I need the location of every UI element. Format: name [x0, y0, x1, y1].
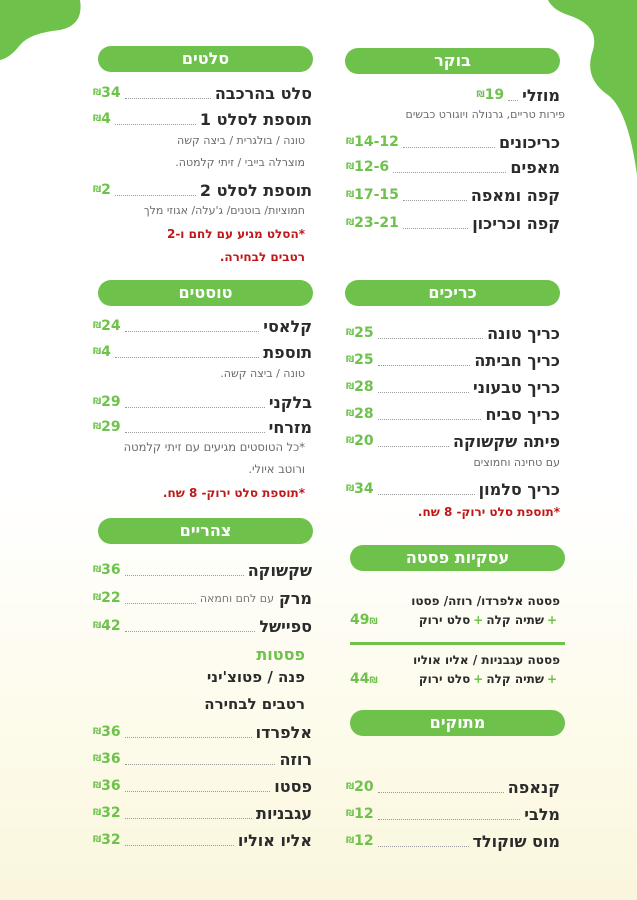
- item-name: תוספת לסלט 2: [199, 180, 312, 200]
- item-name: אליו אוליו: [237, 830, 312, 850]
- dot-leader: [125, 834, 234, 846]
- dot-leader: [378, 781, 504, 793]
- item-name: רוזה: [279, 749, 312, 769]
- item-name: קפה וכריכון: [472, 213, 560, 233]
- dot-leader: [125, 807, 252, 819]
- pasta-deals-header: עסקיות פסטה: [350, 545, 565, 571]
- menu-item-pastries: [345, 155, 560, 179]
- menu-item-vegan-sandwich: [345, 375, 560, 399]
- menu-item-aglio-olio: [92, 828, 312, 852]
- dot-leader: [125, 564, 244, 576]
- dot-leader: [393, 161, 506, 173]
- toast-addon-description: טונה / ביצה קשה.: [220, 367, 305, 380]
- dot-leader: [378, 327, 484, 339]
- item-price: 14-12 ₪: [346, 134, 399, 150]
- sandwiches-header: כריכים: [345, 280, 560, 306]
- muesli-description: פירות טריים, גרנולה ויוגורט כבשים: [405, 108, 565, 121]
- item-price: 12 ₪: [346, 806, 374, 822]
- toasts-header: טוסטים: [98, 280, 313, 306]
- pasta-deal-2-price: 44₪: [350, 671, 378, 687]
- dot-leader: [378, 808, 521, 820]
- menu-item-coffee-mini-sandwich: [345, 211, 560, 235]
- item-name: כריכונים: [498, 132, 560, 152]
- menu-item-pesto: [92, 774, 312, 798]
- item-price: 34 ₪: [93, 85, 121, 101]
- item-name: כריך חביתה: [474, 350, 560, 370]
- item-price: 36 ₪: [93, 724, 121, 740]
- menu-item-omelette-sandwich: [345, 348, 560, 372]
- item-name: סלט בהרכבה: [214, 83, 312, 103]
- item-price: 32 ₪: [93, 805, 121, 821]
- pasta-types: פנה / פטוצ'יני: [206, 668, 305, 686]
- dot-leader: [378, 354, 471, 366]
- salad-addon-1-description-2: מוצרלה בייבי / זיתי קלמטה.: [175, 156, 305, 169]
- dot-leader: [378, 408, 482, 420]
- dot-leader: [125, 753, 276, 765]
- item-name: פיתה שקשוקה: [452, 431, 560, 451]
- item-price: 28 ₪: [346, 406, 374, 422]
- top-left-blob: [0, 0, 85, 60]
- item-price: 12 ₪: [346, 833, 374, 849]
- menu-item-soup: [92, 586, 312, 610]
- menu-item-shakshuka-pita: [345, 429, 560, 453]
- toast-olives-note: *כל הטוסטים מגיעים עם זיתי קלמטה: [123, 440, 305, 454]
- menu-item-shakshuka: [92, 558, 312, 582]
- toast-salad-note: *תוספת סלט ירוק- 8 שח.: [162, 486, 305, 500]
- item-name: מלבי: [524, 804, 560, 824]
- menu-item-sabich-sandwich: [345, 402, 560, 426]
- lunch-header: צהריים: [98, 518, 313, 544]
- menu-item-classic-toast: [92, 314, 312, 338]
- salads-header: סלטים: [98, 46, 313, 72]
- section-divider: [350, 642, 565, 645]
- item-name: שקשוקה: [247, 560, 312, 580]
- pasta-deal-1-title: פסטה אלפרדו/ רוזה/ פסטו: [411, 594, 560, 608]
- menu-item-custom-salad: [92, 81, 312, 105]
- item-name: מוס שוקולד: [472, 831, 560, 851]
- toast-olives-note-2: ורוטב איולי.: [248, 462, 305, 476]
- breakfast-header: בוקר: [345, 48, 560, 74]
- dot-leader: [125, 320, 260, 332]
- item-price: 12-6 ₪: [346, 159, 390, 175]
- plus-icon: +: [473, 672, 484, 686]
- item-name: קנאפה: [507, 777, 560, 797]
- salad-addon-1-description: טונה / בולגרית / ביצה קשה: [177, 134, 305, 147]
- item-name: מוזלי: [522, 85, 560, 105]
- menu-item-tuna-sandwich: [345, 321, 560, 345]
- item-name: כריך טבעוני: [473, 377, 560, 397]
- salad-bread-note-2: רטבים לבחירה.: [219, 250, 305, 264]
- pasta-deal-2-title: פסטה עגבניות / אליו אוליו: [413, 653, 560, 667]
- item-name: עגבניות: [256, 803, 312, 823]
- item-price: 34 ₪: [346, 481, 374, 497]
- menu-item-rosa: [92, 747, 312, 771]
- item-price: 28 ₪: [346, 379, 374, 395]
- item-price: 29 ₪: [93, 419, 121, 435]
- item-price: 4 ₪: [93, 344, 111, 360]
- dot-leader: [378, 835, 469, 847]
- menu-item-balkan-toast: [92, 390, 312, 414]
- item-price: 19 ₪: [476, 87, 505, 103]
- menu-item-tomatoes: [92, 801, 312, 825]
- menu-item-toast-addon: [92, 340, 312, 364]
- item-name: בלקני: [268, 392, 312, 412]
- item-price: 17-15 ₪: [346, 187, 399, 203]
- pasta-deal-2-extras: +שתיה קלה+סלט ירוק: [418, 672, 557, 686]
- menu-item-salad-addon-1: [92, 107, 312, 131]
- dot-leader: [115, 113, 196, 125]
- shakshuka-pita-description: עם טחינה וחמוצים: [473, 456, 560, 469]
- item-name: כריך סביח: [485, 404, 560, 424]
- dot-leader: [125, 396, 265, 408]
- item-name: כריך סלמון: [478, 479, 560, 499]
- item-name: קלאסי: [263, 316, 312, 336]
- item-price: 20 ₪: [346, 433, 374, 449]
- plus-icon: +: [546, 672, 557, 686]
- top-right-blob: [548, 0, 637, 175]
- item-name: קפה ומאפה: [470, 185, 560, 205]
- dot-leader: [125, 620, 256, 632]
- menu-item-salad-addon-2: [92, 178, 312, 202]
- menu-item-mini-sandwiches: [345, 130, 560, 154]
- desserts-header: מתוקים: [350, 710, 565, 736]
- dot-leader: [403, 189, 467, 201]
- menu-item-oriental-toast: [92, 415, 312, 439]
- pasta-deal-1-price: 49₪: [350, 612, 378, 628]
- dot-leader: [125, 592, 196, 604]
- dot-leader: [403, 217, 468, 229]
- item-price: 20 ₪: [346, 779, 374, 795]
- dot-leader: [125, 726, 252, 738]
- item-price: 36 ₪: [93, 778, 121, 794]
- dot-leader: [378, 381, 469, 393]
- dot-leader: [378, 435, 449, 447]
- item-name: תוספת לסלט 1: [199, 109, 312, 129]
- sandwich-salad-note: *תוספת סלט ירוק- 8 שח.: [417, 505, 560, 519]
- menu-item-muesli: [345, 83, 560, 107]
- salad-addon-2-description: חמוציות/ בוטנים/ ג'עלה/ אגוזי מלך: [143, 204, 305, 217]
- soup-note: עם לחם וחמאה: [199, 591, 274, 605]
- dot-leader: [403, 136, 495, 148]
- salad-bread-note: *הסלט מגיע עם לחם ו-2: [166, 227, 305, 241]
- item-price: 36 ₪: [93, 562, 121, 578]
- item-name: ספיישל: [259, 616, 312, 636]
- dot-leader: [115, 184, 196, 196]
- plus-icon: +: [473, 613, 484, 627]
- menu-item-special: [92, 614, 312, 638]
- menu-item-coffee-pastry: [345, 183, 560, 207]
- item-name: מרק: [279, 588, 312, 608]
- pasta-sauces-note: רטבים לבחירה: [204, 695, 305, 713]
- pastas-title: פסטות: [256, 645, 305, 664]
- item-name: פסטו: [274, 776, 312, 796]
- pasta-deal-1-extras: +שתיה קלה+סלט ירוק: [418, 613, 557, 627]
- item-price: 4 ₪: [93, 111, 111, 127]
- item-name: מאפים: [510, 157, 560, 177]
- item-name: כריך טונה: [487, 323, 560, 343]
- dot-leader: [115, 346, 259, 358]
- menu-item-malabi: [345, 802, 560, 826]
- dot-leader: [125, 780, 271, 792]
- plus-icon: +: [546, 613, 557, 627]
- menu-item-knafeh: [345, 775, 560, 799]
- item-name: אלפרדו: [255, 722, 312, 742]
- item-price: 24 ₪: [93, 318, 121, 334]
- dot-leader: [125, 421, 265, 433]
- item-price: 29 ₪: [93, 394, 121, 410]
- menu-item-alfredo: [92, 720, 312, 744]
- menu-item-chocolate-mousse: [345, 829, 560, 853]
- dot-leader: [125, 87, 211, 99]
- item-price: 2 ₪: [93, 182, 111, 198]
- item-name: מזרחי: [268, 417, 312, 437]
- dot-leader: [378, 483, 475, 495]
- dot-leader: [508, 89, 518, 101]
- item-price: 23-21 ₪: [346, 215, 399, 231]
- item-price: 22 ₪: [93, 590, 121, 606]
- menu-item-salmon-sandwich: [345, 477, 560, 501]
- item-price: 42 ₪: [93, 618, 121, 634]
- item-price: 32 ₪: [93, 832, 121, 848]
- item-price: 25 ₪: [346, 325, 374, 341]
- item-price: 25 ₪: [346, 352, 374, 368]
- item-name: תוספת: [263, 342, 312, 362]
- item-price: 36 ₪: [93, 751, 121, 767]
